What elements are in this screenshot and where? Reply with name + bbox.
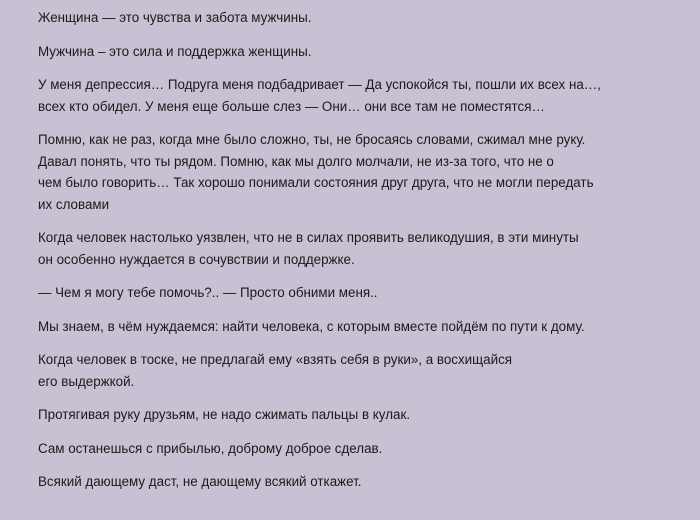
text-line: Когда человек в тоске, не предлагай ему «взять себя в руки», а восхищайся — [38, 352, 513, 367]
text-line: их словами — [38, 196, 110, 212]
text-line: он особенно нуждается в сочувствии и поддержке. — [38, 251, 355, 267]
paragraph — [38, 227, 680, 270]
paragraph — [38, 404, 680, 426]
text-line: Всякий дающему даст, не дающему всякий откажет. — [38, 474, 362, 489]
text-line: — Чем я могу тебе помочь?.. — Просто обними меня.. — [38, 285, 378, 300]
text-line: его выдержкой. — [38, 373, 135, 389]
paragraph — [38, 7, 680, 29]
text-line: Помню, как не раз, когда мне было сложно, ты, не бросаясь словами, сжимал мне руку. — [38, 132, 586, 147]
paragraph — [38, 74, 680, 117]
text-line: Сам останешься с прибылью, доброму доброе сделав. — [38, 440, 383, 456]
text-line: Когда человек настолько уязвлен, что не в силах проявить великодушия, в эти минуты — [38, 230, 579, 245]
paragraph — [38, 438, 680, 460]
paragraph — [38, 349, 680, 392]
paragraph — [38, 129, 680, 215]
paragraph — [38, 316, 680, 338]
text-line: чем было говорить… Так хорошо понимали состояния друг друга, что не могли передать — [38, 175, 594, 190]
text-line: всех кто обидел. У меня еще больше слез — Они… они все там не поместятся… — [38, 98, 545, 114]
text-line: У меня депрессия… Подруга меня подбадривает — Да успокойся ты, пошли их всех на…, — [38, 77, 601, 92]
paragraph — [38, 471, 680, 493]
text-line: Протягивая руку друзьям, не надо сжимать пальцы в кулак. — [38, 407, 411, 422]
text-line: Мы знаем, в чём нуждаемся: найти человека, с которым вместе пойдём по пути к дому. — [38, 318, 585, 334]
paragraph — [38, 282, 680, 304]
text-line: Женщина — это чувства и забота мужчины. — [38, 10, 312, 25]
text-line: Мужчина – это сила и поддержка женщины. — [38, 43, 312, 59]
paragraph — [38, 41, 680, 63]
text-line: Давал понять, что ты рядом. Помню, как мы долго молчали, не из-за того, что не о — [38, 153, 554, 169]
